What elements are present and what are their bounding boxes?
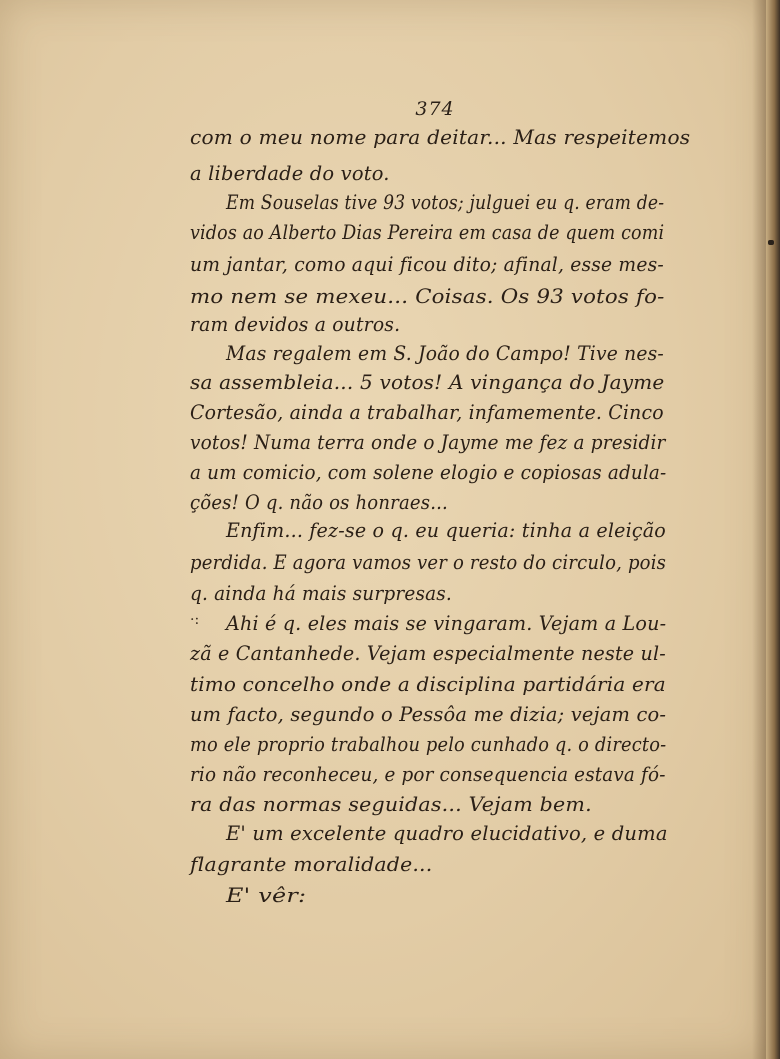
text-line: Cortesão, ainda a trabalhar, infamemente. Cinco bbox=[190, 400, 664, 424]
text-line: E' vêr: bbox=[226, 883, 307, 907]
text-line: ram devidos a outros. bbox=[190, 312, 401, 336]
text-line: E' um excelente quadro elucidativo, e duma bbox=[226, 821, 668, 845]
text-line: sa assembleia... 5 votos! A vingança do Jayme bbox=[190, 370, 665, 394]
text-line: um jantar, como aqui ficou dito; afinal, esse mes- bbox=[190, 252, 664, 276]
text-line: a liberdade do voto. bbox=[190, 161, 390, 185]
text-line: ra das normas seguidas... Vejam bem. bbox=[190, 792, 592, 816]
text-line: zã e Cantanhede. Vejam especialmente neste ul- bbox=[190, 641, 666, 665]
text-line: ções! O q. não os honraes... bbox=[190, 490, 448, 514]
text-line: Mas regalem em S. João do Campo! Tive nes- bbox=[226, 341, 664, 365]
text-line: Enfim... fez-se o q. eu queria: tinha a eleição bbox=[226, 518, 666, 542]
binding-mark bbox=[768, 240, 774, 245]
page-number: 374 bbox=[415, 98, 455, 120]
text-line: a um comicio, com solene elogio e copiosas adula- bbox=[190, 460, 667, 484]
margin-mark: ·: bbox=[190, 612, 200, 628]
text-line: Ahi é q. eles mais se vingaram. Vejam a Lou- bbox=[226, 611, 667, 635]
text-line: q. ainda há mais surpresas. bbox=[190, 581, 452, 605]
text-line: mo ele proprio trabalhou pelo cunhado q. o directo- bbox=[190, 732, 667, 756]
text-line: votos! Numa terra onde o Jayme me fez a presidir bbox=[190, 430, 666, 454]
page-edge bbox=[766, 0, 780, 1059]
text-line: com o meu nome para deitar... Mas respeitemos bbox=[190, 125, 691, 149]
text-line: mo nem se mexeu... Coisas. Os 93 votos fo- bbox=[190, 284, 665, 308]
text-line: Em Souselas tive 93 votos; julguei eu q. eram de- bbox=[226, 190, 665, 214]
text-line: rio não reconheceu, e por consequencia estava fó- bbox=[190, 762, 666, 786]
text-line: um facto, segundo o Pessôa me dizia; vejam co- bbox=[190, 702, 667, 726]
text-line: timo concelho onde a disciplina partidária era bbox=[190, 672, 666, 696]
text-line: perdida. E agora vamos ver o resto do circulo, pois bbox=[190, 550, 667, 574]
text-line: vidos ao Alberto Dias Pereira em casa de quem comi bbox=[190, 220, 665, 244]
text-line: flagrante moralidade... bbox=[190, 852, 433, 876]
